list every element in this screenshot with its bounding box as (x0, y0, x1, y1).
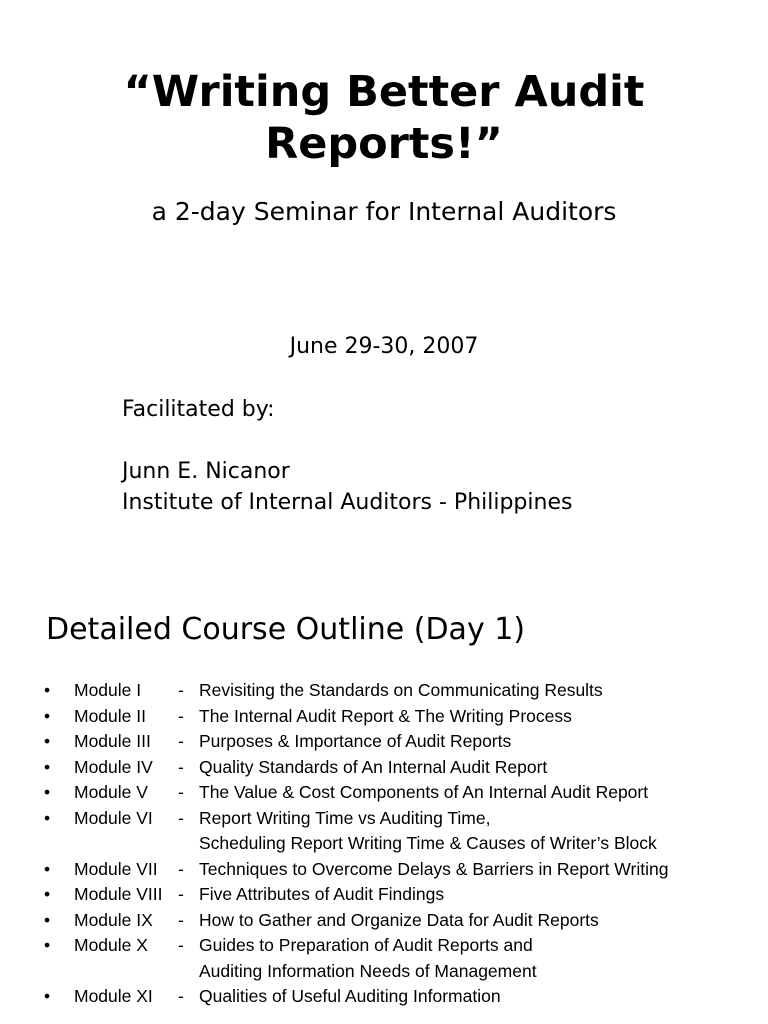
module-description-line: Five Attributes of Audit Findings (199, 884, 445, 904)
module-name: Module III (74, 731, 151, 751)
module-description (199, 704, 572, 730)
module-separator: - (178, 731, 184, 751)
facilitator-spacer (122, 425, 572, 456)
facilitator-organization: Institute of Internal Auditors - Philippines (122, 490, 573, 515)
bullet-icon: • (44, 884, 51, 904)
module-separator: - (178, 986, 184, 1006)
module-name: Module V (74, 782, 148, 802)
module-description-line: Techniques to Overcome Delays & Barriers in Report Writing (199, 858, 669, 879)
module-separator: - (178, 884, 184, 904)
module-description-line: Quality Standards of An Internal Audit Report (199, 756, 548, 777)
facilitator-label: Facilitated by: (122, 397, 275, 422)
module-description-line: How to Gather and Organize Data for Audit Reports (199, 909, 599, 930)
outline-heading: Detailed Course Outline (Day 1) (46, 612, 526, 647)
module-list-item (40, 882, 760, 908)
module-separator: - (178, 782, 184, 802)
seminar-date: June 29-30, 2007 (289, 334, 479, 359)
module-list-item (40, 678, 760, 704)
bullet-icon: • (44, 986, 51, 1006)
document-title-line-1: “Writing Better Audit (123, 67, 645, 117)
module-list (40, 678, 760, 1010)
module-name: Module XI (74, 986, 153, 1006)
bullet-icon: • (44, 935, 51, 955)
module-description-line: Qualities of Useful Auditing Information (199, 986, 501, 1006)
module-name: Module I (74, 680, 142, 700)
module-name: Module VI (74, 807, 153, 828)
module-separator: - (178, 858, 184, 879)
module-name: Module VIII (74, 884, 163, 904)
module-description (199, 755, 547, 781)
module-description (199, 780, 648, 806)
module-description-line: Scheduling Report Writing Time & Causes of Writer’s Block (199, 833, 657, 853)
module-description (199, 933, 537, 984)
module-separator: - (178, 807, 184, 828)
module-separator: - (178, 705, 184, 726)
module-description (199, 729, 511, 755)
module-name: Module VII (74, 858, 158, 879)
module-description-line: The Value & Cost Components of An Internal Audit Report (199, 782, 649, 802)
module-list-item (40, 933, 760, 984)
bullet-icon: • (44, 909, 51, 930)
module-separator: - (178, 680, 184, 700)
module-list-item (40, 729, 760, 755)
module-description (199, 908, 599, 934)
module-list-item (40, 984, 760, 1010)
module-list-item (40, 780, 760, 806)
module-description-line: Report Writing Time vs Auditing Time, (199, 807, 491, 828)
module-list-item (40, 806, 760, 857)
module-list-item (40, 908, 760, 934)
bullet-icon: • (44, 858, 51, 879)
module-description-line: Auditing Information Needs of Management (199, 960, 537, 981)
document-subtitle: a 2-day Seminar for Internal Auditors (151, 197, 617, 226)
module-description (199, 857, 668, 883)
module-description (199, 882, 444, 908)
module-description (199, 984, 501, 1010)
bullet-icon: • (44, 782, 51, 802)
facilitator-name: Junn E. Nicanor (122, 459, 290, 484)
document-title (0, 66, 768, 170)
module-name: Module II (74, 705, 146, 726)
facilitator-block (122, 394, 572, 518)
module-description-line: Purposes & Importance of Audit Reports (199, 731, 512, 751)
module-name: Module X (74, 935, 148, 955)
module-description-line: Guides to Preparation of Audit Reports and (199, 935, 533, 955)
module-name: Module IV (74, 756, 153, 777)
module-list-item (40, 704, 760, 730)
module-description (199, 806, 657, 857)
module-description (199, 678, 603, 704)
bullet-icon: • (44, 731, 51, 751)
bullet-icon: • (44, 756, 51, 777)
document-title-line-2: Reports!” (265, 119, 503, 169)
module-separator: - (178, 756, 184, 777)
bullet-icon: • (44, 680, 51, 700)
bullet-icon: • (44, 705, 51, 726)
module-separator: - (178, 909, 184, 930)
module-list-item (40, 857, 760, 883)
module-description-line: Revisiting the Standards on Communicating Results (199, 680, 603, 700)
module-name: Module IX (74, 909, 153, 930)
bullet-icon: • (44, 807, 51, 828)
module-list-item (40, 755, 760, 781)
module-separator: - (178, 935, 184, 955)
module-description-line: The Internal Audit Report & The Writing Process (199, 705, 572, 726)
